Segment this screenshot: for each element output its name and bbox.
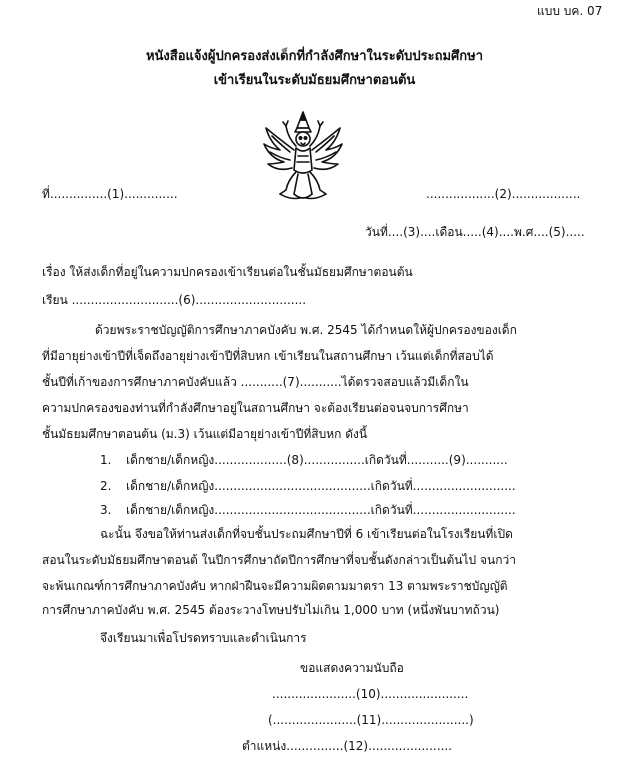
paragraph-2-line-1: ฉะนั้น จึงขอให้ท่านส่งเด็กที่จบชั้นประถมศึกษาปีที่ 6 เข้าเรียนต่อในโรงเรียนที่เปิด (100, 527, 513, 541)
reference-number-field: ที่...............(1).............. (42, 187, 178, 201)
paragraph-1-line-4: ความปกครองของท่านที่กำลังศึกษาอยู่ในสถานศึกษา จะต้องเรียนต่อจนจบการศึกษา (42, 401, 469, 415)
recipient-line: เรียน ............................(6)............................. (42, 293, 307, 307)
subject-line: เรื่อง ให้ส่งเด็กที่อยู่ในความปกครองเข้าเรียนต่อในชั้นมัธยมศึกษาตอนต้น (42, 265, 413, 279)
title-line-2: เข้าเรียนในระดับมัธยมศึกษาตอนต้น (213, 73, 416, 88)
garuda-emblem-icon (260, 108, 346, 204)
paragraph-1-line-5: ชั้นมัธยมศึกษาตอนต้น (ม.3) เว้นแต่มีอายุย่างเข้าปีที่สิบหก ดังนี้ (42, 427, 368, 441)
signature-regards: ขอแสดงความนับถือ (300, 661, 404, 675)
child-1-entry: เด็กชาย/เด็กหญิง...................(8)................เกิดวันที่...........(9)........... (126, 453, 508, 467)
child-2-entry: เด็กชาย/เด็กหญิง.........................................เกิดวันที่........................... (126, 479, 516, 493)
paragraph-2-line-3: จะพ้นเกณฑ์การศึกษาภาคบังคับ หากฝ่าฝืนจะมีความผิดตามมาตรา 13 ตามพระราชบัญญัติ (42, 579, 508, 593)
paragraph-2-line-2: สอนในระดับมัธยมศึกษาตอนต้ ในปีการศึกษาถัดปีการศึกษาที่จบชั้นดังกล่าวเป็นต้นไป จนกว่า (42, 553, 516, 567)
child-3-number: 3. (100, 503, 112, 517)
paragraph-1-line-3: ชั้นปีที่เก้าของการศึกษาภาคบังคับแล้ว ...........(7)...........ได้ตรวจสอบแล้วมีเด็กใน (42, 375, 469, 389)
paragraph-2-line-4: การศึกษาภาคบังคับ พ.ศ. 2545 ต้องระวางโทษปรับไม่เกิน 1,000 บาท (หนึ่งพันบาทถ้วน) (42, 603, 500, 617)
issuing-office-field: ..................(2).................. (426, 187, 581, 201)
date-field: วันที่....(3)....เดือน.....(4)....พ.ศ....(5)..... (365, 225, 585, 239)
form-code: แบบ บค. 07 (537, 4, 603, 18)
paragraph-1-line-2: ที่มีอายุย่างเข้าปีที่เจ็ดถึงอายุย่างเข้าปีที่สิบหก เข้าเรียนในสถานศึกษา เว้นแต่เด็กที่สอบได้ (42, 349, 494, 363)
title-line-1: หนังสือแจ้งผู้ปกครองส่งเด็กที่กำลังศึกษาในระดับประถมศึกษา (145, 49, 484, 64)
closing-line: จึงเรียนมาเพื่อโปรดทราบและดำเนินการ (100, 631, 307, 645)
signatory-name-field: (......................(11).......................) (268, 713, 474, 727)
child-3-entry: เด็กชาย/เด็กหญิง.........................................เกิดวันที่........................... (126, 503, 516, 517)
child-1-number: 1. (100, 453, 112, 467)
signature-field: ......................(10)....................... (272, 687, 469, 701)
signatory-position-field: ตำแหน่ง...............(12)...................... (242, 739, 453, 753)
child-2-number: 2. (100, 479, 112, 493)
paragraph-1-line-1: ด้วยพระราชบัญญัติการศึกษาภาคบังคับ พ.ศ. 2545 ได้กำหนดให้ผู้ปกครองของเด็ก (95, 323, 517, 337)
